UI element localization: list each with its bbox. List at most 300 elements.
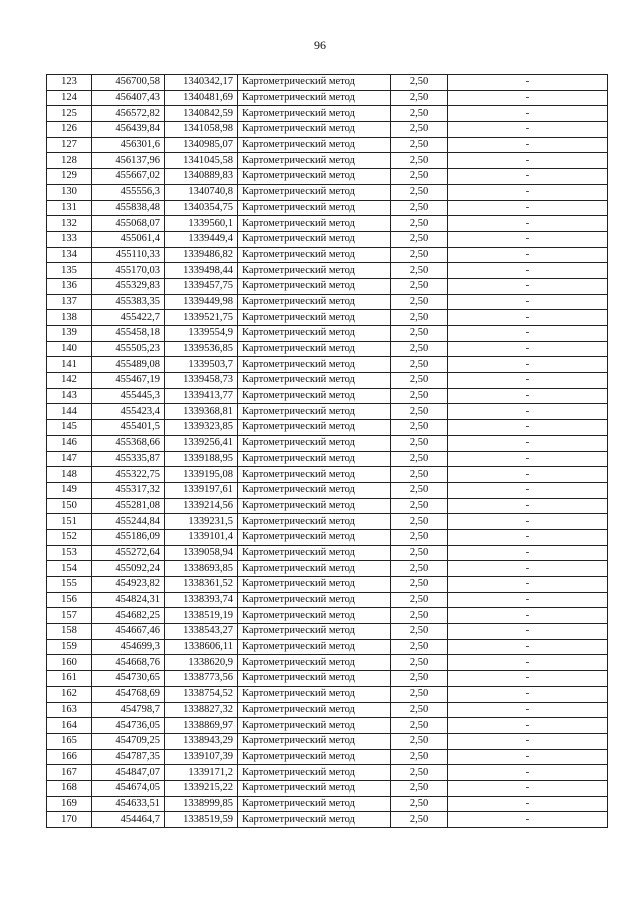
accuracy-cell: 2,50 <box>391 357 448 373</box>
y-coordinate-cell: 1338773,56 <box>165 671 238 687</box>
note-cell: - <box>448 231 608 247</box>
x-coordinate-cell: 454667,46 <box>92 624 165 640</box>
x-coordinate-cell: 456572,82 <box>92 106 165 122</box>
x-coordinate-cell: 455317,32 <box>92 482 165 498</box>
note-cell: - <box>448 639 608 655</box>
note-cell: - <box>448 812 608 828</box>
point-number-cell: 133 <box>47 231 92 247</box>
point-number-cell: 144 <box>47 404 92 420</box>
point-number-cell: 157 <box>47 608 92 624</box>
y-coordinate-cell: 1340481,69 <box>165 90 238 106</box>
x-coordinate-cell: 454709,25 <box>92 733 165 749</box>
table-row <box>47 263 608 279</box>
method-cell: Картометрический метод <box>238 561 391 577</box>
table-row <box>47 451 608 467</box>
y-coordinate-cell: 1339449,4 <box>165 231 238 247</box>
note-cell: - <box>448 341 608 357</box>
method-cell: Картометрический метод <box>238 451 391 467</box>
note-cell: - <box>448 357 608 373</box>
accuracy-cell: 2,50 <box>391 749 448 765</box>
y-coordinate-cell: 1339195,08 <box>165 467 238 483</box>
y-coordinate-cell: 1338519,59 <box>165 812 238 828</box>
method-cell: Картометрический метод <box>238 169 391 185</box>
table-row <box>47 749 608 765</box>
x-coordinate-cell: 455061,4 <box>92 231 165 247</box>
table-row <box>47 435 608 451</box>
accuracy-cell: 2,50 <box>391 294 448 310</box>
y-coordinate-cell: 1338606,11 <box>165 639 238 655</box>
y-coordinate-cell: 1339560,1 <box>165 216 238 232</box>
method-cell: Картометрический метод <box>238 373 391 389</box>
point-number-cell: 127 <box>47 137 92 153</box>
accuracy-cell: 2,50 <box>391 263 448 279</box>
point-number-cell: 170 <box>47 812 92 828</box>
point-number-cell: 151 <box>47 514 92 530</box>
method-cell: Картометрический метод <box>238 90 391 106</box>
point-number-cell: 130 <box>47 184 92 200</box>
page-number: 96 <box>314 38 326 52</box>
table-row <box>47 310 608 326</box>
table-row <box>47 608 608 624</box>
method-cell: Картометрический метод <box>238 388 391 404</box>
method-cell: Картометрический метод <box>238 75 391 91</box>
note-cell: - <box>448 561 608 577</box>
accuracy-cell: 2,50 <box>391 655 448 671</box>
y-coordinate-cell: 1338869,97 <box>165 718 238 734</box>
method-cell: Картометрический метод <box>238 247 391 263</box>
y-coordinate-cell: 1339231,5 <box>165 514 238 530</box>
x-coordinate-cell: 455458,18 <box>92 326 165 342</box>
x-coordinate-cell: 455838,48 <box>92 200 165 216</box>
accuracy-cell: 2,50 <box>391 577 448 593</box>
note-cell: - <box>448 153 608 169</box>
accuracy-cell: 2,50 <box>391 671 448 687</box>
y-coordinate-cell: 1338620,9 <box>165 655 238 671</box>
method-cell: Картометрический метод <box>238 467 391 483</box>
method-cell: Картометрический метод <box>238 812 391 828</box>
point-number-cell: 140 <box>47 341 92 357</box>
table-row <box>47 294 608 310</box>
accuracy-cell: 2,50 <box>391 733 448 749</box>
table-row <box>47 216 608 232</box>
note-cell: - <box>448 765 608 781</box>
note-cell: - <box>448 608 608 624</box>
note-cell: - <box>448 388 608 404</box>
point-number-cell: 128 <box>47 153 92 169</box>
y-coordinate-cell: 1339197,61 <box>165 482 238 498</box>
point-number-cell: 149 <box>47 482 92 498</box>
point-number-cell: 145 <box>47 420 92 436</box>
note-cell: - <box>448 90 608 106</box>
accuracy-cell: 2,50 <box>391 718 448 734</box>
point-number-cell: 160 <box>47 655 92 671</box>
x-coordinate-cell: 454464,7 <box>92 812 165 828</box>
table-row <box>47 529 608 545</box>
point-number-cell: 158 <box>47 624 92 640</box>
method-cell: Картометрический метод <box>238 435 391 451</box>
x-coordinate-cell: 455489,08 <box>92 357 165 373</box>
y-coordinate-cell: 1339368,81 <box>165 404 238 420</box>
point-number-cell: 138 <box>47 310 92 326</box>
x-coordinate-cell: 456439,84 <box>92 122 165 138</box>
note-cell: - <box>448 247 608 263</box>
accuracy-cell: 2,50 <box>391 780 448 796</box>
accuracy-cell: 2,50 <box>391 514 448 530</box>
method-cell: Картометрический метод <box>238 733 391 749</box>
x-coordinate-cell: 454736,05 <box>92 718 165 734</box>
x-coordinate-cell: 454768,69 <box>92 686 165 702</box>
table-row <box>47 341 608 357</box>
table-row <box>47 357 608 373</box>
note-cell: - <box>448 404 608 420</box>
note-cell: - <box>448 686 608 702</box>
y-coordinate-cell: 1340889,83 <box>165 169 238 185</box>
x-coordinate-cell: 455272,64 <box>92 545 165 561</box>
accuracy-cell: 2,50 <box>391 639 448 655</box>
point-number-cell: 147 <box>47 451 92 467</box>
note-cell: - <box>448 671 608 687</box>
table-row <box>47 420 608 436</box>
accuracy-cell: 2,50 <box>391 90 448 106</box>
accuracy-cell: 2,50 <box>391 765 448 781</box>
accuracy-cell: 2,50 <box>391 75 448 91</box>
accuracy-cell: 2,50 <box>391 624 448 640</box>
table-row <box>47 200 608 216</box>
table-row <box>47 169 608 185</box>
point-number-cell: 126 <box>47 122 92 138</box>
coordinates-table-body <box>47 75 608 828</box>
note-cell: - <box>448 326 608 342</box>
method-cell: Картометрический метод <box>238 216 391 232</box>
y-coordinate-cell: 1340354,75 <box>165 200 238 216</box>
point-number-cell: 124 <box>47 90 92 106</box>
point-number-cell: 163 <box>47 702 92 718</box>
x-coordinate-cell: 454699,3 <box>92 639 165 655</box>
note-cell: - <box>448 749 608 765</box>
table-row <box>47 686 608 702</box>
y-coordinate-cell: 1339536,85 <box>165 341 238 357</box>
x-coordinate-cell: 456407,43 <box>92 90 165 106</box>
point-number-cell: 153 <box>47 545 92 561</box>
note-cell: - <box>448 200 608 216</box>
point-number-cell: 166 <box>47 749 92 765</box>
y-coordinate-cell: 1341058,98 <box>165 122 238 138</box>
y-coordinate-cell: 1339188,95 <box>165 451 238 467</box>
accuracy-cell: 2,50 <box>391 153 448 169</box>
y-coordinate-cell: 1339413,77 <box>165 388 238 404</box>
method-cell: Картометрический метод <box>238 671 391 687</box>
note-cell: - <box>448 498 608 514</box>
method-cell: Картометрический метод <box>238 482 391 498</box>
method-cell: Картометрический метод <box>238 357 391 373</box>
method-cell: Картометрический метод <box>238 153 391 169</box>
method-cell: Картометрический метод <box>238 529 391 545</box>
y-coordinate-cell: 1339215,22 <box>165 780 238 796</box>
point-number-cell: 137 <box>47 294 92 310</box>
method-cell: Картометрический метод <box>238 765 391 781</box>
accuracy-cell: 2,50 <box>391 498 448 514</box>
y-coordinate-cell: 1340985,07 <box>165 137 238 153</box>
y-coordinate-cell: 1339171,2 <box>165 765 238 781</box>
method-cell: Картометрический метод <box>238 278 391 294</box>
y-coordinate-cell: 1339449,98 <box>165 294 238 310</box>
method-cell: Картометрический метод <box>238 498 391 514</box>
y-coordinate-cell: 1339058,94 <box>165 545 238 561</box>
point-number-cell: 148 <box>47 467 92 483</box>
note-cell: - <box>448 624 608 640</box>
method-cell: Картометрический метод <box>238 780 391 796</box>
method-cell: Картометрический метод <box>238 514 391 530</box>
table-row <box>47 326 608 342</box>
point-number-cell: 123 <box>47 75 92 91</box>
note-cell: - <box>448 451 608 467</box>
table-row <box>47 373 608 389</box>
note-cell: - <box>448 592 608 608</box>
y-coordinate-cell: 1338999,85 <box>165 796 238 812</box>
x-coordinate-cell: 454923,82 <box>92 577 165 593</box>
point-number-cell: 136 <box>47 278 92 294</box>
accuracy-cell: 2,50 <box>391 169 448 185</box>
point-number-cell: 165 <box>47 733 92 749</box>
x-coordinate-cell: 455110,33 <box>92 247 165 263</box>
point-number-cell: 141 <box>47 357 92 373</box>
x-coordinate-cell: 455186,09 <box>92 529 165 545</box>
x-coordinate-cell: 455445,3 <box>92 388 165 404</box>
y-coordinate-cell: 1339554,9 <box>165 326 238 342</box>
accuracy-cell: 2,50 <box>391 106 448 122</box>
y-coordinate-cell: 1338361,52 <box>165 577 238 593</box>
y-coordinate-cell: 1340342,17 <box>165 75 238 91</box>
y-coordinate-cell: 1339323,85 <box>165 420 238 436</box>
point-number-cell: 156 <box>47 592 92 608</box>
accuracy-cell: 2,50 <box>391 388 448 404</box>
point-number-cell: 125 <box>47 106 92 122</box>
accuracy-cell: 2,50 <box>391 420 448 436</box>
point-number-cell: 150 <box>47 498 92 514</box>
table-row <box>47 247 608 263</box>
note-cell: - <box>448 106 608 122</box>
table-row <box>47 90 608 106</box>
accuracy-cell: 2,50 <box>391 216 448 232</box>
note-cell: - <box>448 796 608 812</box>
method-cell: Картометрический метод <box>238 718 391 734</box>
y-coordinate-cell: 1339521,75 <box>165 310 238 326</box>
table-row <box>47 796 608 812</box>
method-cell: Картометрический метод <box>238 122 391 138</box>
y-coordinate-cell: 1340842,59 <box>165 106 238 122</box>
note-cell: - <box>448 310 608 326</box>
x-coordinate-cell: 454682,25 <box>92 608 165 624</box>
x-coordinate-cell: 454787,35 <box>92 749 165 765</box>
note-cell: - <box>448 545 608 561</box>
y-coordinate-cell: 1338519,19 <box>165 608 238 624</box>
accuracy-cell: 2,50 <box>391 796 448 812</box>
note-cell: - <box>448 169 608 185</box>
point-number-cell: 142 <box>47 373 92 389</box>
accuracy-cell: 2,50 <box>391 545 448 561</box>
table-row <box>47 137 608 153</box>
note-cell: - <box>448 278 608 294</box>
table-row <box>47 561 608 577</box>
table-row <box>47 639 608 655</box>
x-coordinate-cell: 455244,84 <box>92 514 165 530</box>
accuracy-cell: 2,50 <box>391 482 448 498</box>
accuracy-cell: 2,50 <box>391 702 448 718</box>
note-cell: - <box>448 529 608 545</box>
y-coordinate-cell: 1339486,82 <box>165 247 238 263</box>
point-number-cell: 139 <box>47 326 92 342</box>
method-cell: Картометрический метод <box>238 592 391 608</box>
method-cell: Картометрический метод <box>238 655 391 671</box>
accuracy-cell: 2,50 <box>391 137 448 153</box>
accuracy-cell: 2,50 <box>391 561 448 577</box>
method-cell: Картометрический метод <box>238 624 391 640</box>
table-row <box>47 718 608 734</box>
x-coordinate-cell: 455422,7 <box>92 310 165 326</box>
table-row <box>47 184 608 200</box>
point-number-cell: 161 <box>47 671 92 687</box>
accuracy-cell: 2,50 <box>391 373 448 389</box>
method-cell: Картометрический метод <box>238 184 391 200</box>
table-row <box>47 592 608 608</box>
y-coordinate-cell: 1339503,7 <box>165 357 238 373</box>
table-row <box>47 388 608 404</box>
x-coordinate-cell: 455335,87 <box>92 451 165 467</box>
x-coordinate-cell: 454798,7 <box>92 702 165 718</box>
x-coordinate-cell: 455401,5 <box>92 420 165 436</box>
table-row <box>47 482 608 498</box>
accuracy-cell: 2,50 <box>391 278 448 294</box>
y-coordinate-cell: 1341045,58 <box>165 153 238 169</box>
note-cell: - <box>448 75 608 91</box>
note-cell: - <box>448 655 608 671</box>
note-cell: - <box>448 373 608 389</box>
method-cell: Картометрический метод <box>238 263 391 279</box>
accuracy-cell: 2,50 <box>391 122 448 138</box>
y-coordinate-cell: 1339101,4 <box>165 529 238 545</box>
x-coordinate-cell: 455068,07 <box>92 216 165 232</box>
x-coordinate-cell: 455368,66 <box>92 435 165 451</box>
method-cell: Картометрический метод <box>238 796 391 812</box>
point-number-cell: 154 <box>47 561 92 577</box>
accuracy-cell: 2,50 <box>391 247 448 263</box>
point-number-cell: 164 <box>47 718 92 734</box>
y-coordinate-cell: 1339107,39 <box>165 749 238 765</box>
note-cell: - <box>448 263 608 279</box>
point-number-cell: 155 <box>47 577 92 593</box>
y-coordinate-cell: 1339214,56 <box>165 498 238 514</box>
point-number-cell: 131 <box>47 200 92 216</box>
y-coordinate-cell: 1338393,74 <box>165 592 238 608</box>
method-cell: Картометрический метод <box>238 639 391 655</box>
point-number-cell: 169 <box>47 796 92 812</box>
coordinates-table <box>46 74 608 828</box>
method-cell: Картометрический метод <box>238 137 391 153</box>
x-coordinate-cell: 454730,65 <box>92 671 165 687</box>
x-coordinate-cell: 454824,31 <box>92 592 165 608</box>
method-cell: Картометрический метод <box>238 404 391 420</box>
accuracy-cell: 2,50 <box>391 451 448 467</box>
note-cell: - <box>448 420 608 436</box>
note-cell: - <box>448 294 608 310</box>
note-cell: - <box>448 467 608 483</box>
table-row <box>47 733 608 749</box>
accuracy-cell: 2,50 <box>391 404 448 420</box>
point-number-cell: 162 <box>47 686 92 702</box>
note-cell: - <box>448 733 608 749</box>
x-coordinate-cell: 455467,19 <box>92 373 165 389</box>
method-cell: Картометрический метод <box>238 200 391 216</box>
y-coordinate-cell: 1339256,41 <box>165 435 238 451</box>
x-coordinate-cell: 455329,83 <box>92 278 165 294</box>
x-coordinate-cell: 455092,24 <box>92 561 165 577</box>
x-coordinate-cell: 455556,3 <box>92 184 165 200</box>
x-coordinate-cell: 455322,75 <box>92 467 165 483</box>
accuracy-cell: 2,50 <box>391 467 448 483</box>
table-row <box>47 514 608 530</box>
method-cell: Картометрический метод <box>238 294 391 310</box>
point-number-cell: 134 <box>47 247 92 263</box>
y-coordinate-cell: 1339498,44 <box>165 263 238 279</box>
table-row <box>47 75 608 91</box>
note-cell: - <box>448 702 608 718</box>
point-number-cell: 168 <box>47 780 92 796</box>
note-cell: - <box>448 780 608 796</box>
method-cell: Картометрический метод <box>238 686 391 702</box>
note-cell: - <box>448 435 608 451</box>
y-coordinate-cell: 1338943,29 <box>165 733 238 749</box>
note-cell: - <box>448 718 608 734</box>
table-row <box>47 404 608 420</box>
table-row <box>47 765 608 781</box>
point-number-cell: 159 <box>47 639 92 655</box>
note-cell: - <box>448 482 608 498</box>
accuracy-cell: 2,50 <box>391 310 448 326</box>
accuracy-cell: 2,50 <box>391 592 448 608</box>
method-cell: Картометрический метод <box>238 749 391 765</box>
accuracy-cell: 2,50 <box>391 184 448 200</box>
accuracy-cell: 2,50 <box>391 529 448 545</box>
method-cell: Картометрический метод <box>238 326 391 342</box>
x-coordinate-cell: 454633,51 <box>92 796 165 812</box>
method-cell: Картометрический метод <box>238 106 391 122</box>
note-cell: - <box>448 184 608 200</box>
method-cell: Картометрический метод <box>238 702 391 718</box>
method-cell: Картометрический метод <box>238 310 391 326</box>
y-coordinate-cell: 1339457,75 <box>165 278 238 294</box>
table-row <box>47 624 608 640</box>
point-number-cell: 143 <box>47 388 92 404</box>
table-row <box>47 106 608 122</box>
point-number-cell: 167 <box>47 765 92 781</box>
table-row <box>47 498 608 514</box>
method-cell: Картометрический метод <box>238 341 391 357</box>
method-cell: Картометрический метод <box>238 420 391 436</box>
y-coordinate-cell: 1338543,27 <box>165 624 238 640</box>
method-cell: Картометрический метод <box>238 231 391 247</box>
x-coordinate-cell: 455505,23 <box>92 341 165 357</box>
x-coordinate-cell: 455383,35 <box>92 294 165 310</box>
y-coordinate-cell: 1338827,32 <box>165 702 238 718</box>
x-coordinate-cell: 454847,07 <box>92 765 165 781</box>
table-row <box>47 780 608 796</box>
method-cell: Картометрический метод <box>238 545 391 561</box>
x-coordinate-cell: 456700,58 <box>92 75 165 91</box>
point-number-cell: 135 <box>47 263 92 279</box>
x-coordinate-cell: 454668,76 <box>92 655 165 671</box>
table-row <box>47 153 608 169</box>
table-row <box>47 812 608 828</box>
